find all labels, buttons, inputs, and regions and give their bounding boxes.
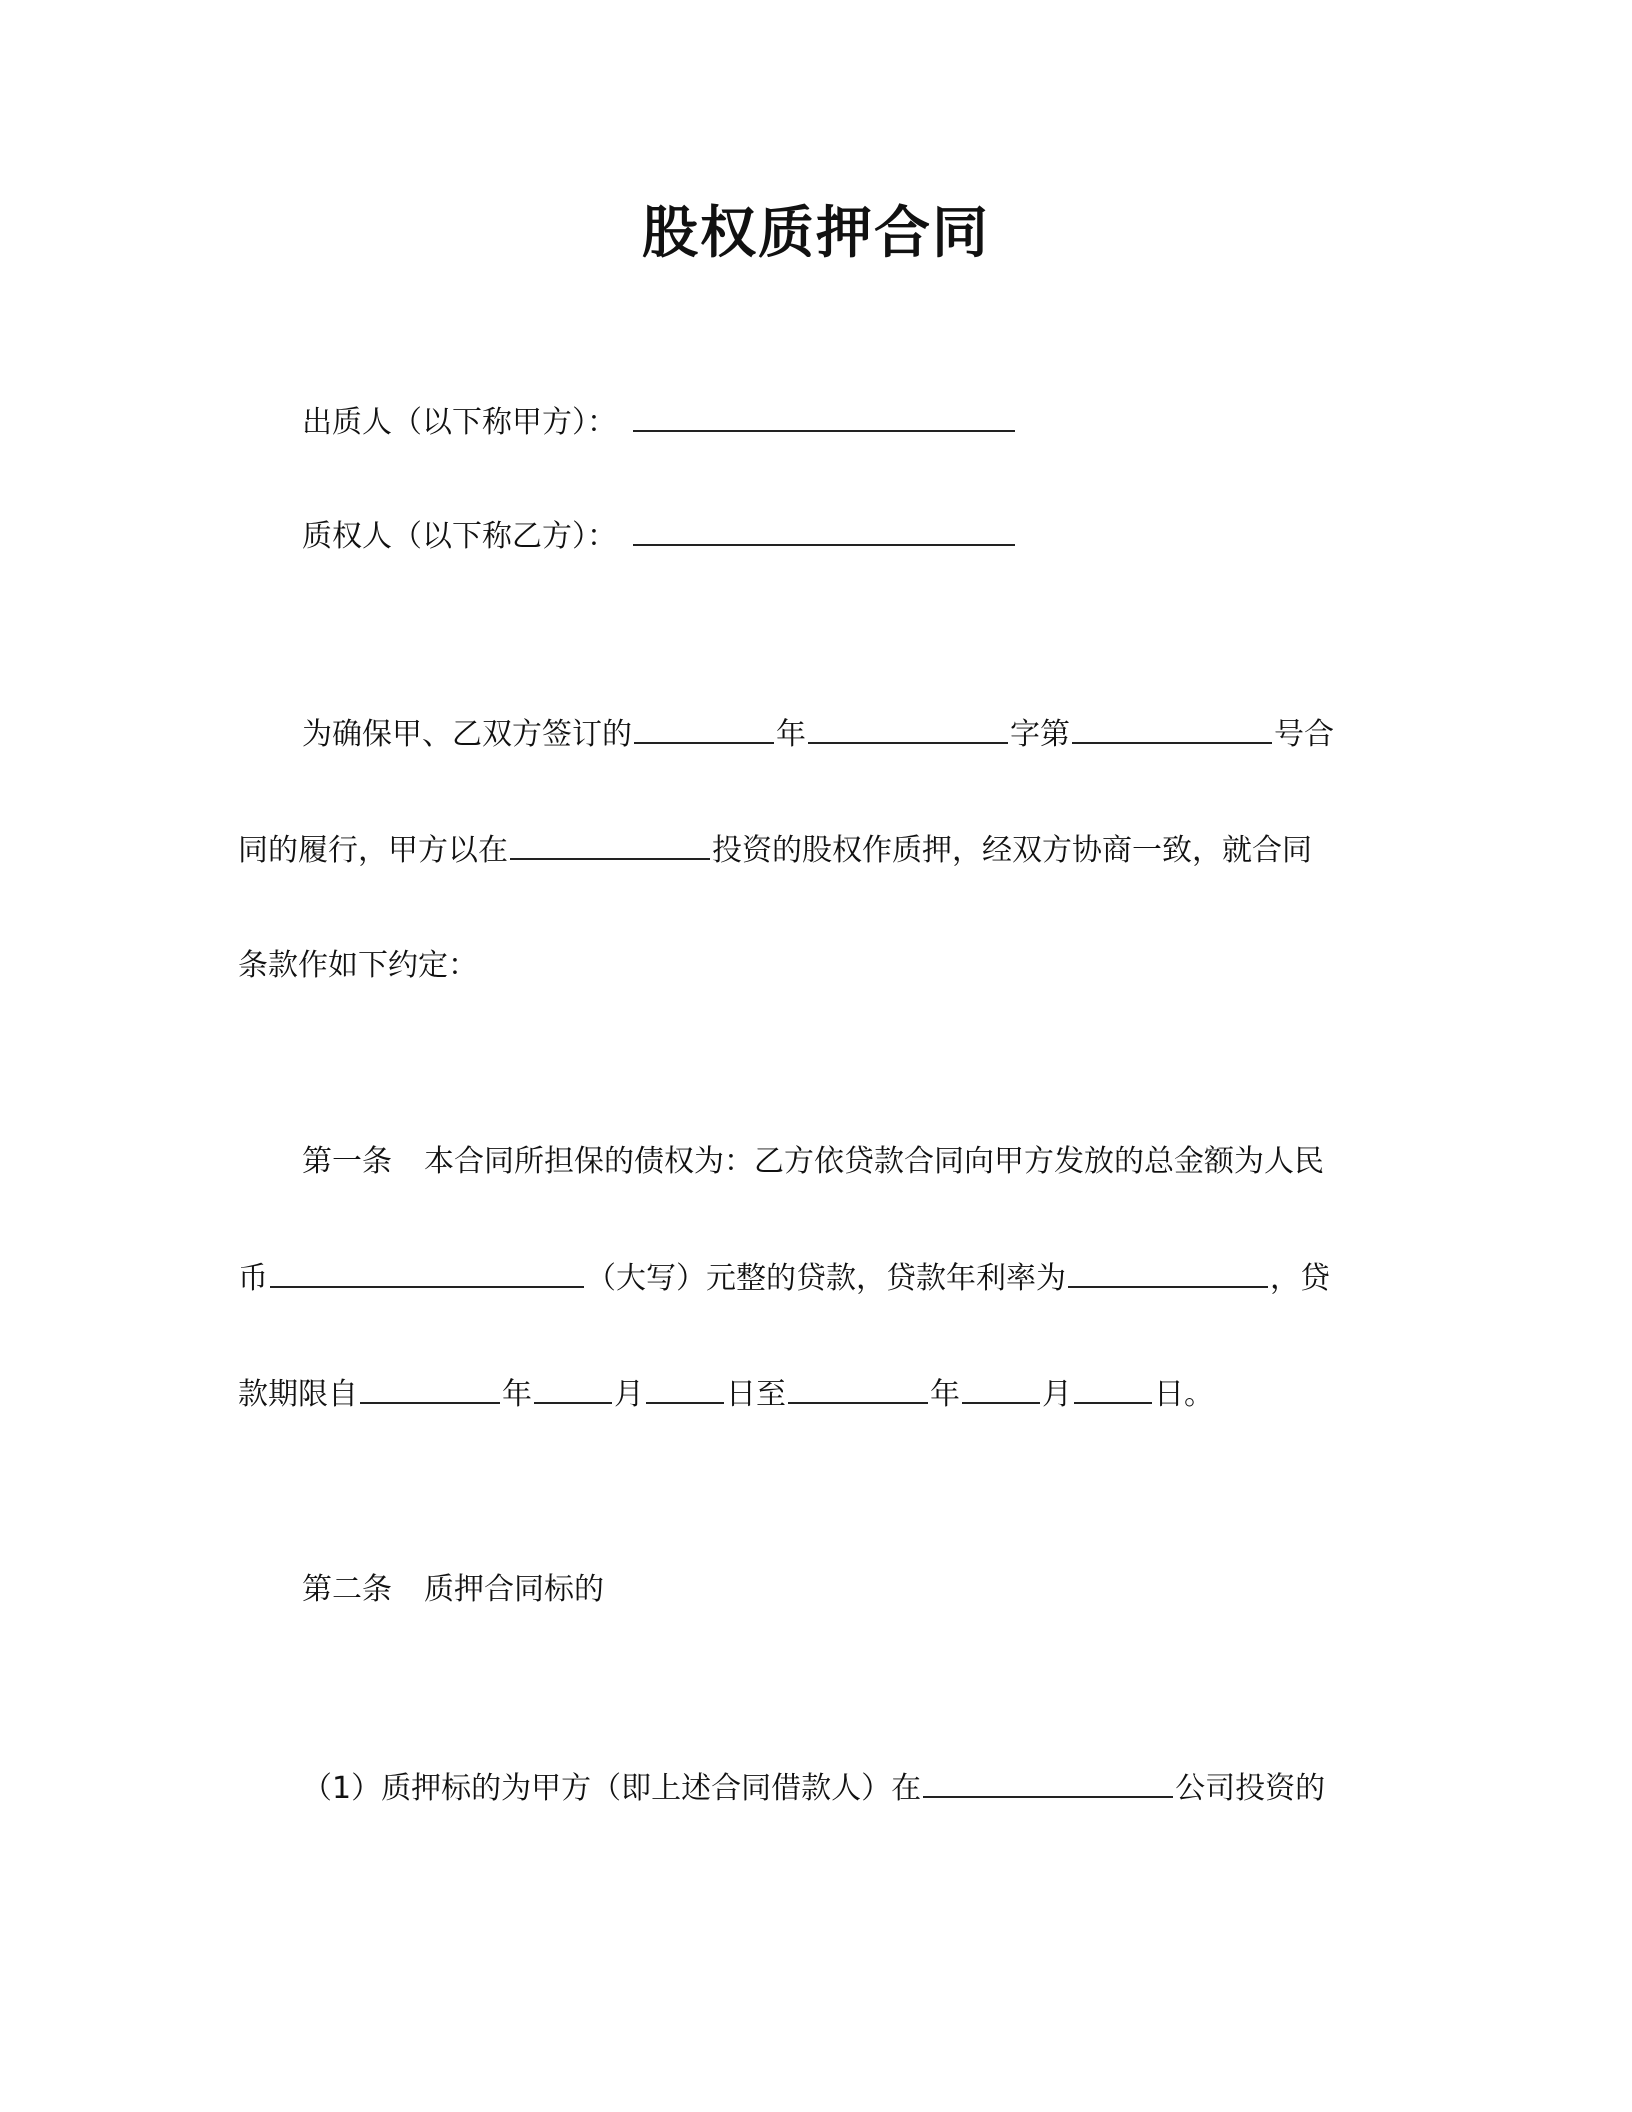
article2-heading: 第二条 [302,1572,392,1607]
end-year-label: 年 [930,1377,960,1412]
interest-rate-field[interactable] [1068,1256,1268,1288]
end-year-field[interactable] [788,1372,928,1404]
pledgee-name-field[interactable] [633,514,1015,546]
article2-item1-text-a: （1）质押标的为甲方（即上述合同借款人）在 [302,1771,922,1806]
end-day-label: 日。 [1154,1377,1214,1412]
end-month-label: 月 [1042,1377,1072,1412]
start-month-field[interactable] [534,1372,612,1404]
pledged-company-field[interactable] [923,1766,1173,1798]
article1-line-3 [238,1372,1214,1416]
pledgor-label: 出质人（以下称甲方）： [302,405,617,440]
contract-number-field[interactable] [1072,712,1272,744]
contract-year-field[interactable] [634,712,774,744]
intro-text-1d: 号合 [1274,717,1334,752]
intro-text-1b: 年 [776,717,806,752]
end-day-field[interactable] [1074,1372,1152,1404]
article1-line-1 [302,1140,1324,1184]
article1-text-3a: 款期限自 [238,1377,358,1412]
article2-title: 质押合同标的 [424,1572,604,1607]
start-day-field[interactable] [646,1372,724,1404]
article1-text-1: 本合同所担保的债权为：乙方依贷款合同向甲方发放的总金额为人民 [424,1144,1324,1179]
loan-amount-field[interactable] [270,1256,584,1288]
article1-text-2c: ，贷 [1270,1261,1330,1296]
document-title: 股权质押合同 [642,201,990,266]
intro-text-2a: 同的履行，甲方以在 [238,833,508,868]
start-year-field[interactable] [360,1372,500,1404]
pledgor-name-field[interactable] [633,400,1015,432]
article1-heading: 第一条 [302,1144,392,1179]
article1-line-2 [238,1256,1330,1300]
intro-line-3 [238,944,478,988]
end-month-field[interactable] [962,1372,1040,1404]
article1-text-2b: （大写）元整的贷款，贷款年利率为 [586,1261,1066,1296]
start-month-label: 月 [614,1377,644,1412]
pledgee-line [302,514,1017,558]
pledgee-label: 质权人（以下称乙方）： [302,519,617,554]
invested-company-field[interactable] [510,828,710,860]
intro-line-1 [302,712,1334,756]
article2-item1-line [302,1766,1325,1810]
article2-item1-text-b: 公司投资的 [1175,1771,1326,1806]
intro-text-2b: 投资的股权作质押，经双方协商一致，就合同 [712,833,1312,868]
intro-line-2 [238,828,1312,872]
article1-text-2a: 币 [238,1261,268,1296]
start-day-label: 日至 [726,1377,786,1412]
contract-word-field[interactable] [808,712,1008,744]
pledgor-line [302,400,1017,444]
intro-text-1c: 字第 [1010,717,1070,752]
intro-text-1a: 为确保甲、乙双方签订的 [302,717,632,752]
intro-text-3: 条款作如下约定： [238,948,478,983]
article2-line-1 [302,1568,604,1612]
start-year-label: 年 [502,1377,532,1412]
